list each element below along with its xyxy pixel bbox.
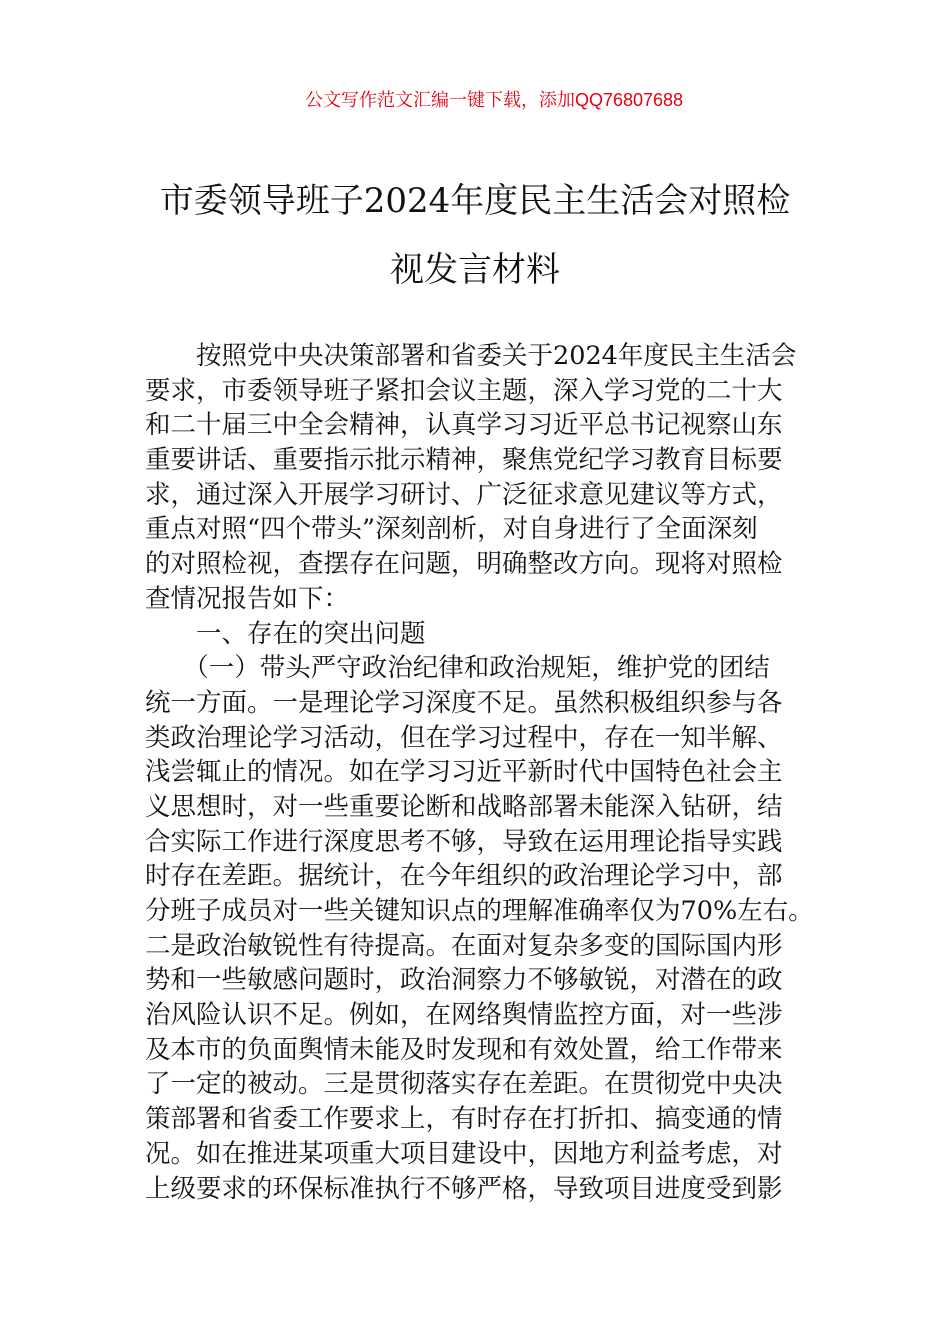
document-body: [145, 339, 825, 1206]
body-text-line: 了一定的被动。三是贯彻落实存在差距。在贯彻党中央决: [145, 1069, 783, 1100]
body-text-line: 分班子成员对一些关键知识点的理解准确率仅为70%左右。: [145, 896, 814, 926]
body-text-line: 义思想时，对一些重要论断和战略部署未能深入钻研，结: [145, 791, 783, 822]
body-text-line: （一）带头严守政治纪律和政治规矩，维护党的团结: [145, 653, 770, 684]
body-text-line: 重要讲话、重要指示批示精神，聚焦党纪学习教育目标要: [145, 445, 783, 476]
body-text-line: 上级要求的环保标准执行不够严格，导致项目进度受到影: [145, 1173, 783, 1204]
body-text-line: 和二十届三中全会精神，认真学习习近平总书记视察山东: [145, 410, 783, 441]
body-text-line: 治风险认识不足。例如，在网络舆情监控方面，对一些涉: [145, 1000, 783, 1031]
body-text-line: 重点对照“四个带头”深刻剖析，对自身进行了全面深刻: [145, 514, 758, 545]
body-text-line: 策部署和省委工作要求上，有时存在打折扣、搞变通的情: [145, 1104, 783, 1135]
watermark-header: 公文写作范文汇编一键下载，添加QQ76807688: [304, 90, 684, 110]
body-text-line: 要求，市委领导班子紧扣会议主题，深入学习党的二十大: [145, 375, 783, 406]
body-text-line: 况。如在推进某项重大项目建设中，因地方利益考虑，对: [145, 1138, 783, 1169]
body-text-line: 查情况报告如下：: [145, 583, 350, 614]
body-text-line: 一、存在的突出问题: [145, 618, 426, 649]
body-text-line: 按照党中央决策部署和省委关于2024年度民主生活会: [145, 341, 797, 371]
document-title-line-2: 视发言材料: [390, 250, 560, 290]
body-text-line: 合实际工作进行深度思考不够，导致在运用理论指导实践: [145, 826, 783, 857]
body-text-line: 二是政治敏锐性有待提高。在面对复杂多变的国际国内形: [145, 930, 783, 961]
document-title-line-1: 市委领导班子2024年度民主生活会对照检: [159, 181, 791, 221]
body-text-line: 统一方面。一是理论学习深度不足。虽然积极组织参与各: [145, 687, 783, 718]
body-text-line: 类政治理论学习活动，但在学习过程中，存在一知半解、: [145, 722, 783, 753]
body-text-line: 的对照检视，查摆存在问题，明确整改方向。现将对照检: [145, 549, 783, 580]
body-text-line: 时存在差距。据统计，在今年组织的政治理论学习中，部: [145, 861, 783, 892]
body-text-line: 浅尝辄止的情况。如在学习习近平新时代中国特色社会主: [145, 757, 783, 788]
body-text-line: 求，通过深入开展学习研讨、广泛征求意见建议等方式，: [145, 479, 783, 510]
body-text-line: 势和一些敏感问题时，政治洞察力不够敏锐，对潜在的政: [145, 965, 783, 996]
body-text-line: 及本市的负面舆情未能及时发现和有效处置，给工作带来: [145, 1034, 783, 1065]
